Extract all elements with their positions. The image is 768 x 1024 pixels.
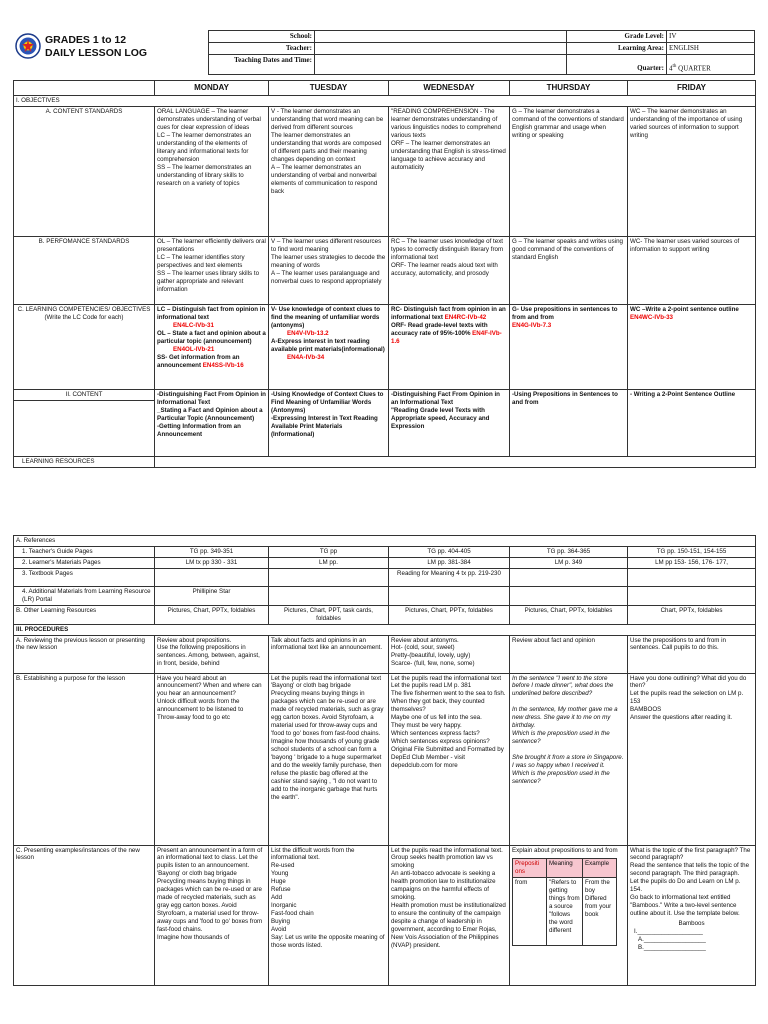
textbook-monday [155, 568, 269, 586]
prep-cell: from [513, 878, 547, 946]
teacher-value[interactable] [315, 42, 567, 54]
performance-standards-wednesday: RC – The learner uses knowledge of text types to correctly distinguish literary from informational text ORF- The learner reads aloud text with accuracy, automaticity, and prosody [389, 237, 510, 305]
thursday-intro: Explain about prepositions to and from [512, 846, 618, 854]
purpose-tuesday: Let the pupils read the informational text 'Bayong' or cloth bag brigade Precycling means buying things in packages which can be re-used or are made of recycled materials, such as gray egg carton boxes. Avoid Styrofoam, a material used for throw-away cups and 'food to go' boxes from fast-food chains. Imagine how thousands of young grade school students of a school can form a 'bayong ' brigade to a huge supermarket and do the weekly family purchase, then refuse the plastic bag offered at the cashier stand saying , "I do not want to add to the inorganic garbage that hurts the earth". [269, 673, 389, 845]
lesson-log-page-2 [0, 510, 768, 1024]
textbook-friday [628, 568, 756, 586]
purpose-monday: Have you heard about an announcement? When and where can you hear an announcement? Unlock difficult words from the announcement to be listened to Throw-away food to go etc [155, 673, 269, 845]
review-tuesday: Talk about facts and opinions in an informational text like an announcement. [269, 635, 389, 673]
textbook-thursday [510, 568, 628, 586]
dates-label: Teaching Dates and Time: [209, 54, 315, 74]
lm-thursday: LM p. 349 [510, 557, 628, 568]
ss-objective-text: SS- Get information from an announcement [157, 353, 240, 369]
performance-standards-thursday: G – The learner speaks and writes using good command of the conventions of standard English [510, 237, 628, 305]
ol-code: EN4OL-IVb-21 [173, 345, 215, 353]
grade-level-label: Grade Level: [567, 31, 667, 43]
references-heading: A. References [14, 536, 756, 547]
quarter-number: 4 [669, 63, 673, 72]
deped-seal-logo [15, 33, 41, 59]
lm-wednesday: LM pp. 381-384 [389, 557, 510, 568]
friday-instructions: What is the topic of the first paragraph? The second paragraph? Read the sentence that tells the topic of the second paragraph. The third paragraph. Let the pupils do Do and Learn on LM p. 154. Go back to informational text entitled "Bamboos." Write a two-level sentence outline about it. Use the template below. [630, 846, 751, 917]
tg-thursday: TG pp. 364-365 [510, 546, 628, 557]
lesson-log-page-1 [0, 0, 768, 500]
quarter-suffix: th [672, 63, 677, 69]
wc-code: EN4WC-IVb-33 [630, 314, 673, 322]
content-tuesday: -Using Knowledge of Context Clues to Find Meaning of Unfamiliar Words (Antonyms) -Expressing Interest in Text Reading Available Print Materials (Informational) [269, 390, 389, 457]
v-code: EN4V-IVb-13.2 [287, 329, 329, 337]
other-resources-thursday: Pictures, Chart, PPTx, foldables [510, 605, 628, 624]
lm-monday: LM tx pp 330 - 331 [155, 557, 269, 568]
prepositions-table [512, 858, 617, 946]
competencies-friday [628, 305, 756, 390]
other-resources-wednesday: Pictures, Chart, PPTx, foldables [389, 605, 510, 624]
quarter-value[interactable] [667, 54, 755, 74]
content-standards-tuesday: V - The learner demonstrates an understanding that word meaning can be derived from different sources The learner demonstrates an understanding that words are composed of different parts and their meaning changes depending on context A – The learner demonstrates an understanding of verbal and nonverbal elements of communication to respond back [269, 107, 389, 237]
learning-resources-label: LEARNING RESOURCES [14, 457, 155, 468]
dates-value[interactable] [315, 54, 567, 74]
content-standards-thursday: G – The learner demonstrates a command of the conventions of standard English grammar and usage when writing or speaking [510, 107, 628, 237]
a-code: EN4A-IVb-34 [287, 353, 325, 361]
ss-objective [157, 354, 266, 370]
purpose-wednesday: Let the pupils read the informational text Let the pupils read LM p. 381 The five fishermen went to the sea to fish. When they got back, they counted themselves? Maybe one of us fell into the sea. They must be very happy. Which sentences express facts? Which sentences express opinions? Original File Submitted and Formatted by DepEd Club Member - visit depedclub.com for more [389, 673, 510, 845]
review-wednesday: Review about antonyms. Hot- (cold, sour, sweet) Pretty-(beautiful, lovely, ugly) Scarce- (full, few, none, some) [389, 635, 510, 673]
lr-portal-wednesday [389, 586, 510, 605]
examples-wednesday: Let the pupils read the informational text. Group seeks health promotion law vs smoking An anti-tobacco advocate is seeking a health promotion law to institutionalize campaigns on the harmful effects of smoking. Health promotion must be institutionalized to ensure the continuity of the campaign despite a change of leadership in government, according to Emer Rojas, New Vois Association of the Philippines (NVAP) president. [389, 845, 510, 985]
review-friday: Use the prepositions to and from in sentences. Call pupils to do this. [628, 635, 756, 673]
day-header-thursday: THURSDAY [510, 81, 628, 96]
tg-wednesday: TG pp. 404-405 [389, 546, 510, 557]
orf-objective: ORF- Read grade-level texts with accuracy rate of 95%-100% [391, 322, 488, 337]
competencies-thursday [510, 305, 628, 390]
learning-resources-cell [155, 457, 756, 468]
lc-objective: LC – Distinguish fact from opinion in informational text [157, 306, 266, 322]
quarter-word: QUARTER [676, 63, 711, 72]
tg-tuesday: TG pp [269, 546, 389, 557]
purpose-thursday: In the sentence "I went to the store before I made dinner", what does the underlined before described? In the sentence, My mother gave me a new dress. She gave it to me on my birthday. Which is the preposition used in the sentence? She brought it from a store in Singapore. I was so happy when I received it. Which is the preposition used in the sentence? [510, 673, 628, 845]
rc-objective: RC- Distinguish fact from opinion in an informational text [391, 306, 506, 322]
review-monday: Review about prepositions. Use the following prepositions in sentences. Among, between, against, in front, beside, behind [155, 635, 269, 673]
outline-line-1[interactable]: I.___________________ [634, 927, 703, 935]
textbook-label: 3. Textbook Pages [14, 568, 155, 586]
content-standards-label: A. CONTENT STANDARDS [14, 107, 155, 237]
lm-tuesday: LM pp. [269, 557, 389, 568]
purpose-friday: Have you done outlining? What did you do then? Let the pupils read the selection on LM p. 153 BAMBOOS Answer the questions after reading it. [628, 673, 756, 845]
content-label-filler [14, 401, 155, 457]
competencies-label: C. LEARNING COMPETENCIES/ OBJECTIVES (Write the LC Code for each) [14, 305, 155, 390]
lm-friday: LM pp 153- 156, 176- 177, [628, 557, 756, 568]
day-header-friday: FRIDAY [628, 81, 756, 96]
title-line-2: DAILY LESSON LOG [45, 47, 148, 59]
teacher-label: Teacher: [209, 42, 315, 54]
learning-area-label: Learning Area: [567, 42, 667, 54]
performance-standards-friday: WC- The learner uses varied sources of information to support writing [628, 237, 756, 305]
content-thursday: -Using Prepositions in Sentences to and from [510, 390, 628, 457]
grade-level-value[interactable]: IV [667, 31, 755, 43]
lr-portal-friday [628, 586, 756, 605]
ss-code: EN4SS-IVb-16 [202, 361, 244, 369]
tg-label: 1. Teacher's Guide Pages [14, 546, 155, 557]
ol-objective: OL – State a fact and opinion about a particular topic (announcement) [157, 329, 266, 345]
competencies-monday [155, 305, 269, 390]
header-info-table [208, 30, 755, 75]
textbook-tuesday [269, 568, 389, 586]
day-header-wednesday: WEDNESDAY [389, 81, 510, 96]
procedures-heading: III. PROCEDURES [14, 624, 756, 635]
examples-label: C. Presenting examples/instances of the new lesson [14, 845, 155, 985]
example-header: Example [583, 859, 617, 878]
orf-code: EN4F-IVb-1.6 [391, 329, 502, 345]
tg-friday: TG pp. 150-151, 154-155 [628, 546, 756, 557]
corner-cell [14, 81, 155, 96]
day-header-tuesday: TUESDAY [269, 81, 389, 96]
day-header-monday: MONDAY [155, 81, 269, 96]
outline-line-a[interactable]: A.__________________ [638, 935, 706, 943]
purpose-label: B. Establishing a purpose for the lesson [14, 673, 155, 845]
objectives-heading: I. OBJECTIVES [14, 96, 756, 107]
examples-friday [628, 845, 756, 985]
other-resources-friday: Chart, PPTx, foldables [628, 605, 756, 624]
v-objective: V- Use knowledge of context clues to find the meaning of unfamiliar words (antonyms) [271, 306, 380, 330]
content-wednesday: -Distinguishing Fact From Opinion in an Informational Text "Reading Grade level Texts with Appropriate speed, Accuracy and Expression [389, 390, 510, 457]
other-resources-tuesday: Pictures, Chart, PPT, task cards, foldables [269, 605, 389, 624]
lr-portal-monday: Phillipine Star [155, 586, 269, 605]
meaning-header: Meaning [547, 859, 583, 878]
rc-code: EN4RC-IVb-42 [444, 314, 487, 322]
prep-header: Prepositi ons [513, 859, 547, 878]
other-resources-monday: Pictures, Chart, PPTx, foldables [155, 605, 269, 624]
lr-portal-tuesday [269, 586, 389, 605]
wc-objective: WC –Write a 2-point sentence outline [630, 306, 739, 314]
outline-line-b[interactable]: B.__________________ [638, 943, 706, 951]
review-thursday: Review about fact and opinion [510, 635, 628, 673]
other-resources-label: B. Other Learning Resources [14, 605, 155, 624]
performance-standards-monday: OL – The learner efficiently delivers oral presentations LC – The learner identifies story perspectives and text elements SS – The learner uses library skills to gather appropriate and relevant information [155, 237, 269, 305]
content-label: II. CONTENT [14, 390, 155, 401]
performance-standards-tuesday: V – The learner uses different resources to find word meaning The learner uses strategies to decode the meaning of words A – The learner uses paralanguage and nonverbal cues to respond appropriately [269, 237, 389, 305]
school-value[interactable] [315, 31, 567, 43]
performance-standards-label: B. PERFOMANCE STANDARDS [14, 237, 155, 305]
content-standards-monday: ORAL LANGUAGE – The learner demonstrates understanding of verbal cues for clear expression of ideas LC – The learner demonstrates an understanding of the elements of literary and informational texts for comprehension SS – The learner demonstrates an understanding of library skills to research on a variety of topics [155, 107, 269, 237]
examples-tuesday: List the difficult words from the informational text. Re-used Young Huge Refuse Add Inorganic Fast-food chain Buying Avoid Say: Let us write the opposite meaning of those words listed. [269, 845, 389, 985]
learning-area-value[interactable]: ENGLISH [667, 42, 755, 54]
competencies-wednesday [389, 305, 510, 390]
procedures-table [13, 535, 756, 986]
a-objective: A-Express interest in text reading available print materials(informational) [271, 337, 385, 353]
lr-portal-label: 4. Additional Materials from Learning Resource (LR) Portal [14, 586, 155, 605]
examples-monday: Present an announcement in a form of an informational text to class. Let the pupils listen to an announcement. 'Bayong' or cloth bag brigade Precycling means buying things in packages which can be re-used or are made of recycled materials, such as gray egg carton boxes. Avoid Styrofoam, a material used for throw-away cups and 'food to go' boxes from fast-food chains. Imagine how thousands of [155, 845, 269, 985]
competencies-tuesday [269, 305, 389, 390]
objectives-table [13, 80, 756, 468]
school-label: School: [209, 31, 315, 43]
example-cell: From the boy Differed from your book [583, 878, 617, 946]
quarter-label: Quarter: [567, 54, 667, 74]
lc-code: EN4LC-IVb-31 [173, 322, 214, 330]
g-code: EN4G-IVb-7.3 [512, 322, 552, 330]
content-standards-friday: WC – The learner demonstrates an understanding of the importance of using varied sources of information to support writing [628, 107, 756, 237]
g-objective: G- Use prepositions in sentences to from and from [512, 306, 618, 322]
lm-label: 2. Learner's Materials Pages [14, 557, 155, 568]
bamboos-title: Bamboos [678, 919, 705, 927]
examples-thursday [510, 845, 628, 985]
content-monday: -Distinguishing Fact From Opinion in Informational Text _Stating a Fact and Opinion about a Particular Topic (Announcement) -Getting Information from an Announcement [155, 390, 269, 457]
review-label: A. Reviewing the previous lesson or presenting the new lesson [14, 635, 155, 673]
meaning-cell: "Refers to getting things from a source "follows the word different [547, 878, 583, 946]
content-friday: - Writing a 2-Point Sentence Outline [628, 390, 756, 457]
lr-portal-thursday [510, 586, 628, 605]
content-standards-wednesday: "READING COMPREHENSION - The learner demonstrates understanding of various linguistics nodes to comprehend various texts ORF – The learner demonstrates an understanding that English is stress-timed language to achieve accuracy and automaticity [389, 107, 510, 237]
title-line-1: GRADES 1 to 12 [45, 34, 127, 46]
textbook-wednesday: Reading for Meaning 4 tx pp. 219-230 [389, 568, 510, 586]
tg-monday: TG pp. 349-351 [155, 546, 269, 557]
